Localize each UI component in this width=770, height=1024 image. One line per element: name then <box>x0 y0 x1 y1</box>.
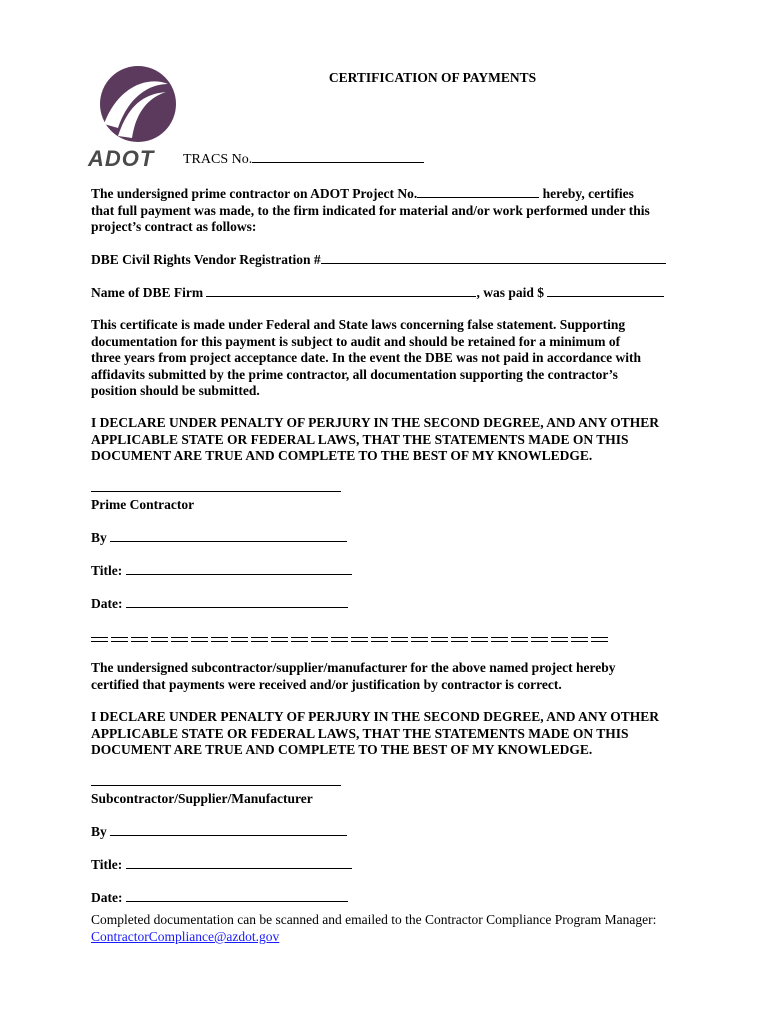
section-divider <box>91 629 621 639</box>
sub-line: The undersigned subcontractor/supplier/manufacturer for the above named project hereby <box>91 660 616 675</box>
prime-date-blank <box>126 595 348 608</box>
declaration-line: APPLICABLE STATE OR FEDERAL LAWS, THAT THE STATEMENTS MADE ON THIS <box>91 725 629 741</box>
dbe-firm-field <box>91 284 691 302</box>
sub-by-field <box>91 823 691 841</box>
declaration-line: DOCUMENT ARE TRUE AND COMPLETE TO THE BEST OF MY KNOWLEDGE. <box>91 742 593 757</box>
sub-by-blank <box>110 823 347 836</box>
title-label: Title: <box>91 857 126 872</box>
project-no-blank <box>417 185 539 198</box>
tracs-field <box>183 150 424 168</box>
dbe-registration-field <box>91 251 691 269</box>
certificate-paragraph <box>91 317 691 400</box>
certificate-line: documentation for this payment is subject to audit and should be retained for a minimum of <box>91 333 621 349</box>
sub-date-field <box>91 889 691 907</box>
sub-signature-label: Subcontractor/Supplier/Manufacturer <box>91 791 313 806</box>
dbe-firm-blank <box>206 284 476 297</box>
date-label: Date: <box>91 890 126 905</box>
prime-by-field <box>91 529 691 547</box>
certificate-line: affidavits submitted by the prime contractor, all documentation supporting the contractor’s <box>91 366 618 382</box>
was-paid-label: , was paid $ <box>476 285 548 300</box>
amount-blank <box>547 284 664 297</box>
date-label: Date: <box>91 596 126 611</box>
sub-title-field <box>91 856 691 874</box>
by-label: By <box>91 530 111 545</box>
intro-paragraph <box>91 185 691 236</box>
prime-date-field <box>91 595 691 613</box>
certificate-line: This certificate is made under Federal and State laws concerning false statement. Supporting <box>91 317 626 332</box>
prime-title-field <box>91 562 691 580</box>
declaration-line: I DECLARE UNDER PENALTY OF PERJURY IN THE SECOND DEGREE, AND ANY OTHER <box>91 415 659 430</box>
prime-title-blank <box>126 562 352 575</box>
intro-line3: project’s contract as follows: <box>91 219 257 234</box>
by-label: By <box>91 824 111 839</box>
sub-title-blank <box>126 856 352 869</box>
sub-paragraph <box>91 660 691 693</box>
declaration-1 <box>91 415 691 465</box>
certificate-line: position should be submitted. <box>91 383 260 398</box>
declaration-line: APPLICABLE STATE OR FEDERAL LAWS, THAT THE STATEMENTS MADE ON THIS <box>91 431 629 447</box>
title-label: Title: <box>91 563 126 578</box>
declaration-2 <box>91 709 691 759</box>
intro-line2: that full payment was made, to the firm indicated for material and/or work performed under this <box>91 202 650 218</box>
declaration-line: I DECLARE UNDER PENALTY OF PERJURY IN THE SECOND DEGREE, AND ANY OTHER <box>91 709 659 724</box>
intro-line1b: hereby, certifies <box>539 186 634 201</box>
dbe-firm-label: Name of DBE Firm <box>91 285 207 300</box>
dbe-registration-blank <box>321 251 666 264</box>
sub-line: certified that payments were received and/or justification by contractor is correct. <box>91 676 562 692</box>
page-title: CERTIFICATION OF PAYMENTS <box>328 70 537 85</box>
footer-note <box>91 911 711 945</box>
prime-signature-line <box>91 491 341 492</box>
footer-text: Completed documentation can be scanned and emailed to the Contractor Compliance Program Manager: <box>91 912 657 927</box>
email-link[interactable]: ContractorCompliance@azdot.gov <box>91 929 280 944</box>
sub-date-blank <box>126 889 348 902</box>
certificate-line: three years from project acceptance date. In the event the DBE was not paid in accordance with <box>91 350 642 365</box>
logo-wordmark: ADOT <box>88 146 155 171</box>
sub-signature-line <box>91 785 341 786</box>
tracs-blank <box>252 150 424 163</box>
prime-contractor-label: Prime Contractor <box>91 497 195 512</box>
tracs-label: TRACS No. <box>183 152 253 167</box>
declaration-line: DOCUMENT ARE TRUE AND COMPLETE TO THE BEST OF MY KNOWLEDGE. <box>91 448 593 463</box>
prime-by-blank <box>110 529 347 542</box>
intro-line1a: The undersigned prime contractor on ADOT Project No. <box>91 186 418 201</box>
dbe-registration-label: DBE Civil Rights Vendor Registration # <box>91 252 321 267</box>
